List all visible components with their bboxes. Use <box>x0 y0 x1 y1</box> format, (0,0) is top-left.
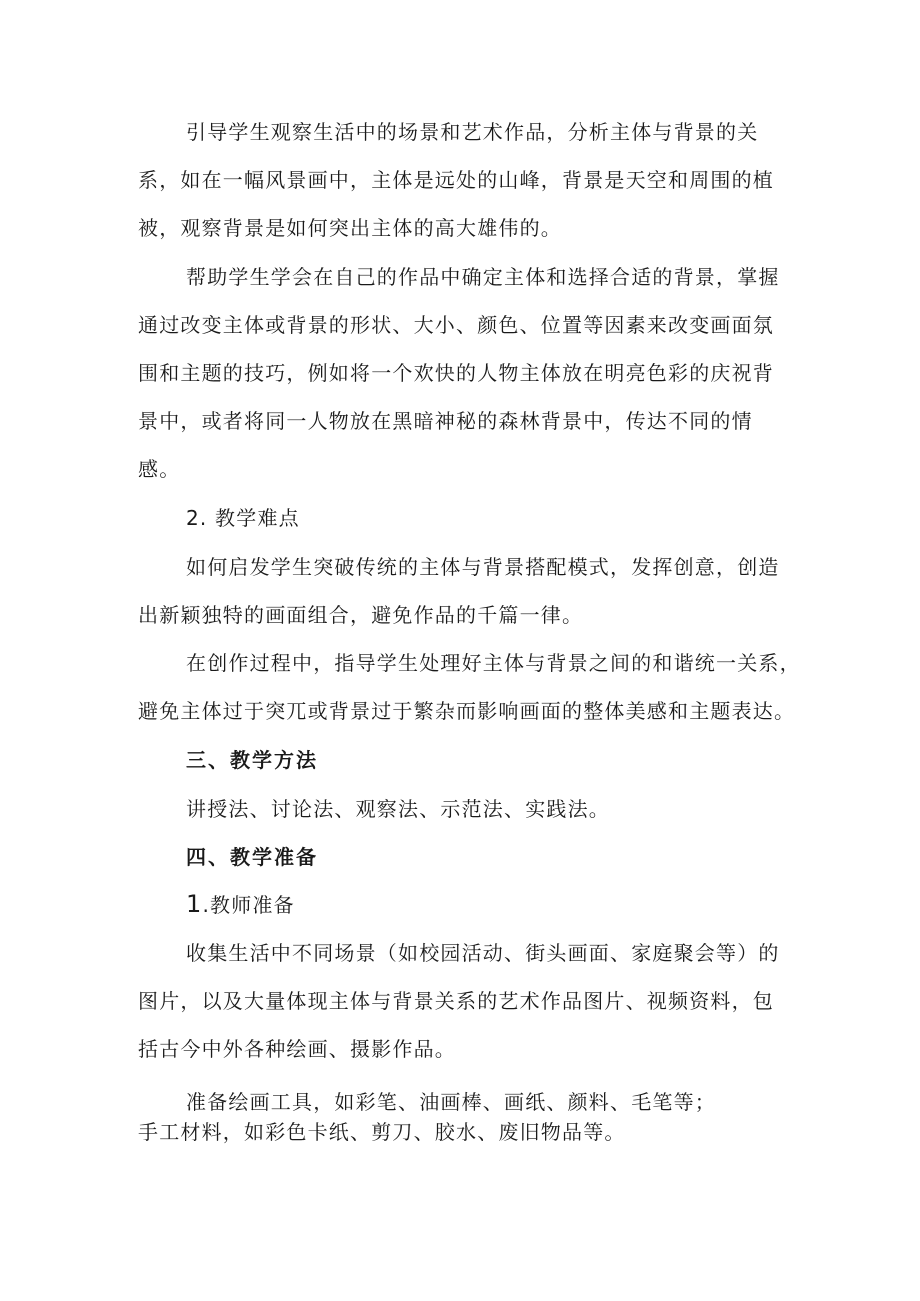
para6-line2: 手工材料，如彩色卡纸、剪刀、胶水、废旧物品等。 <box>138 1120 626 1144</box>
para2-line5: 感。 <box>138 457 181 481</box>
para3-line1: 如何启发学生突破传统的主体与背景搭配模式，发挥创意，创造 <box>186 555 780 579</box>
para2-line2: 通过改变主体或背景的形状、大小、颜色、位置等因素来改变画面氛 <box>138 313 774 337</box>
para4-line1: 在创作过程中，指导学生处理好主体与背景之间的和谐统一关系， <box>186 651 801 675</box>
subheading-difficulty: 2. 教学难点 <box>186 506 300 530</box>
para1-line3: 被，观察背景是如何突出主体的高大雄伟的。 <box>138 216 562 240</box>
para2-line1: 帮助学生学会在自己的作品中确定主体和选择合适的背景，掌握 <box>186 265 780 289</box>
subheading-teacher-text: .教师准备 <box>202 893 295 917</box>
para4-line2: 避免主体过于突兀或背景过于繁杂而影响画面的整体美感和主题表达。 <box>138 699 796 723</box>
para2-line3: 围和主题的技巧，例如将一个欢快的人物主体放在明亮色彩的庆祝背 <box>138 361 774 385</box>
para6-line1: 准备绘画工具，如彩笔、油画棒、画纸、颜料、毛笔等； <box>186 1090 716 1114</box>
subheading-teacher-prep <box>186 890 295 919</box>
para5-line3: 括古今中外各种绘画、摄影作品。 <box>138 1037 456 1061</box>
methods-text: 讲授法、讨论法、观察法、示范法、实践法。 <box>186 797 610 821</box>
heading-preparation: 四、教学准备 <box>186 845 318 869</box>
para1-line2: 系，如在一幅风景画中，主体是远处的山峰，背景是天空和周围的植 <box>138 168 774 192</box>
para1-line1: 引导学生观察生活中的场景和艺术作品，分析主体与背景的关 <box>186 120 759 144</box>
para2-line4: 景中，或者将同一人物放在黑暗神秘的森林背景中，传达不同的情 <box>138 409 753 433</box>
subheading-teacher-number: 1 <box>186 890 203 918</box>
para5-line2: 图片，以及大量体现主体与背景关系的艺术作品图片、视频资料，包 <box>138 989 774 1013</box>
para5-line1: 收集生活中不同场景（如校园活动、街头画面、家庭聚会等）的 <box>186 941 780 965</box>
para3-line2: 出新颖独特的画面组合，避免作品的千篇一律。 <box>138 603 584 627</box>
heading-methods: 三、教学方法 <box>186 748 318 772</box>
